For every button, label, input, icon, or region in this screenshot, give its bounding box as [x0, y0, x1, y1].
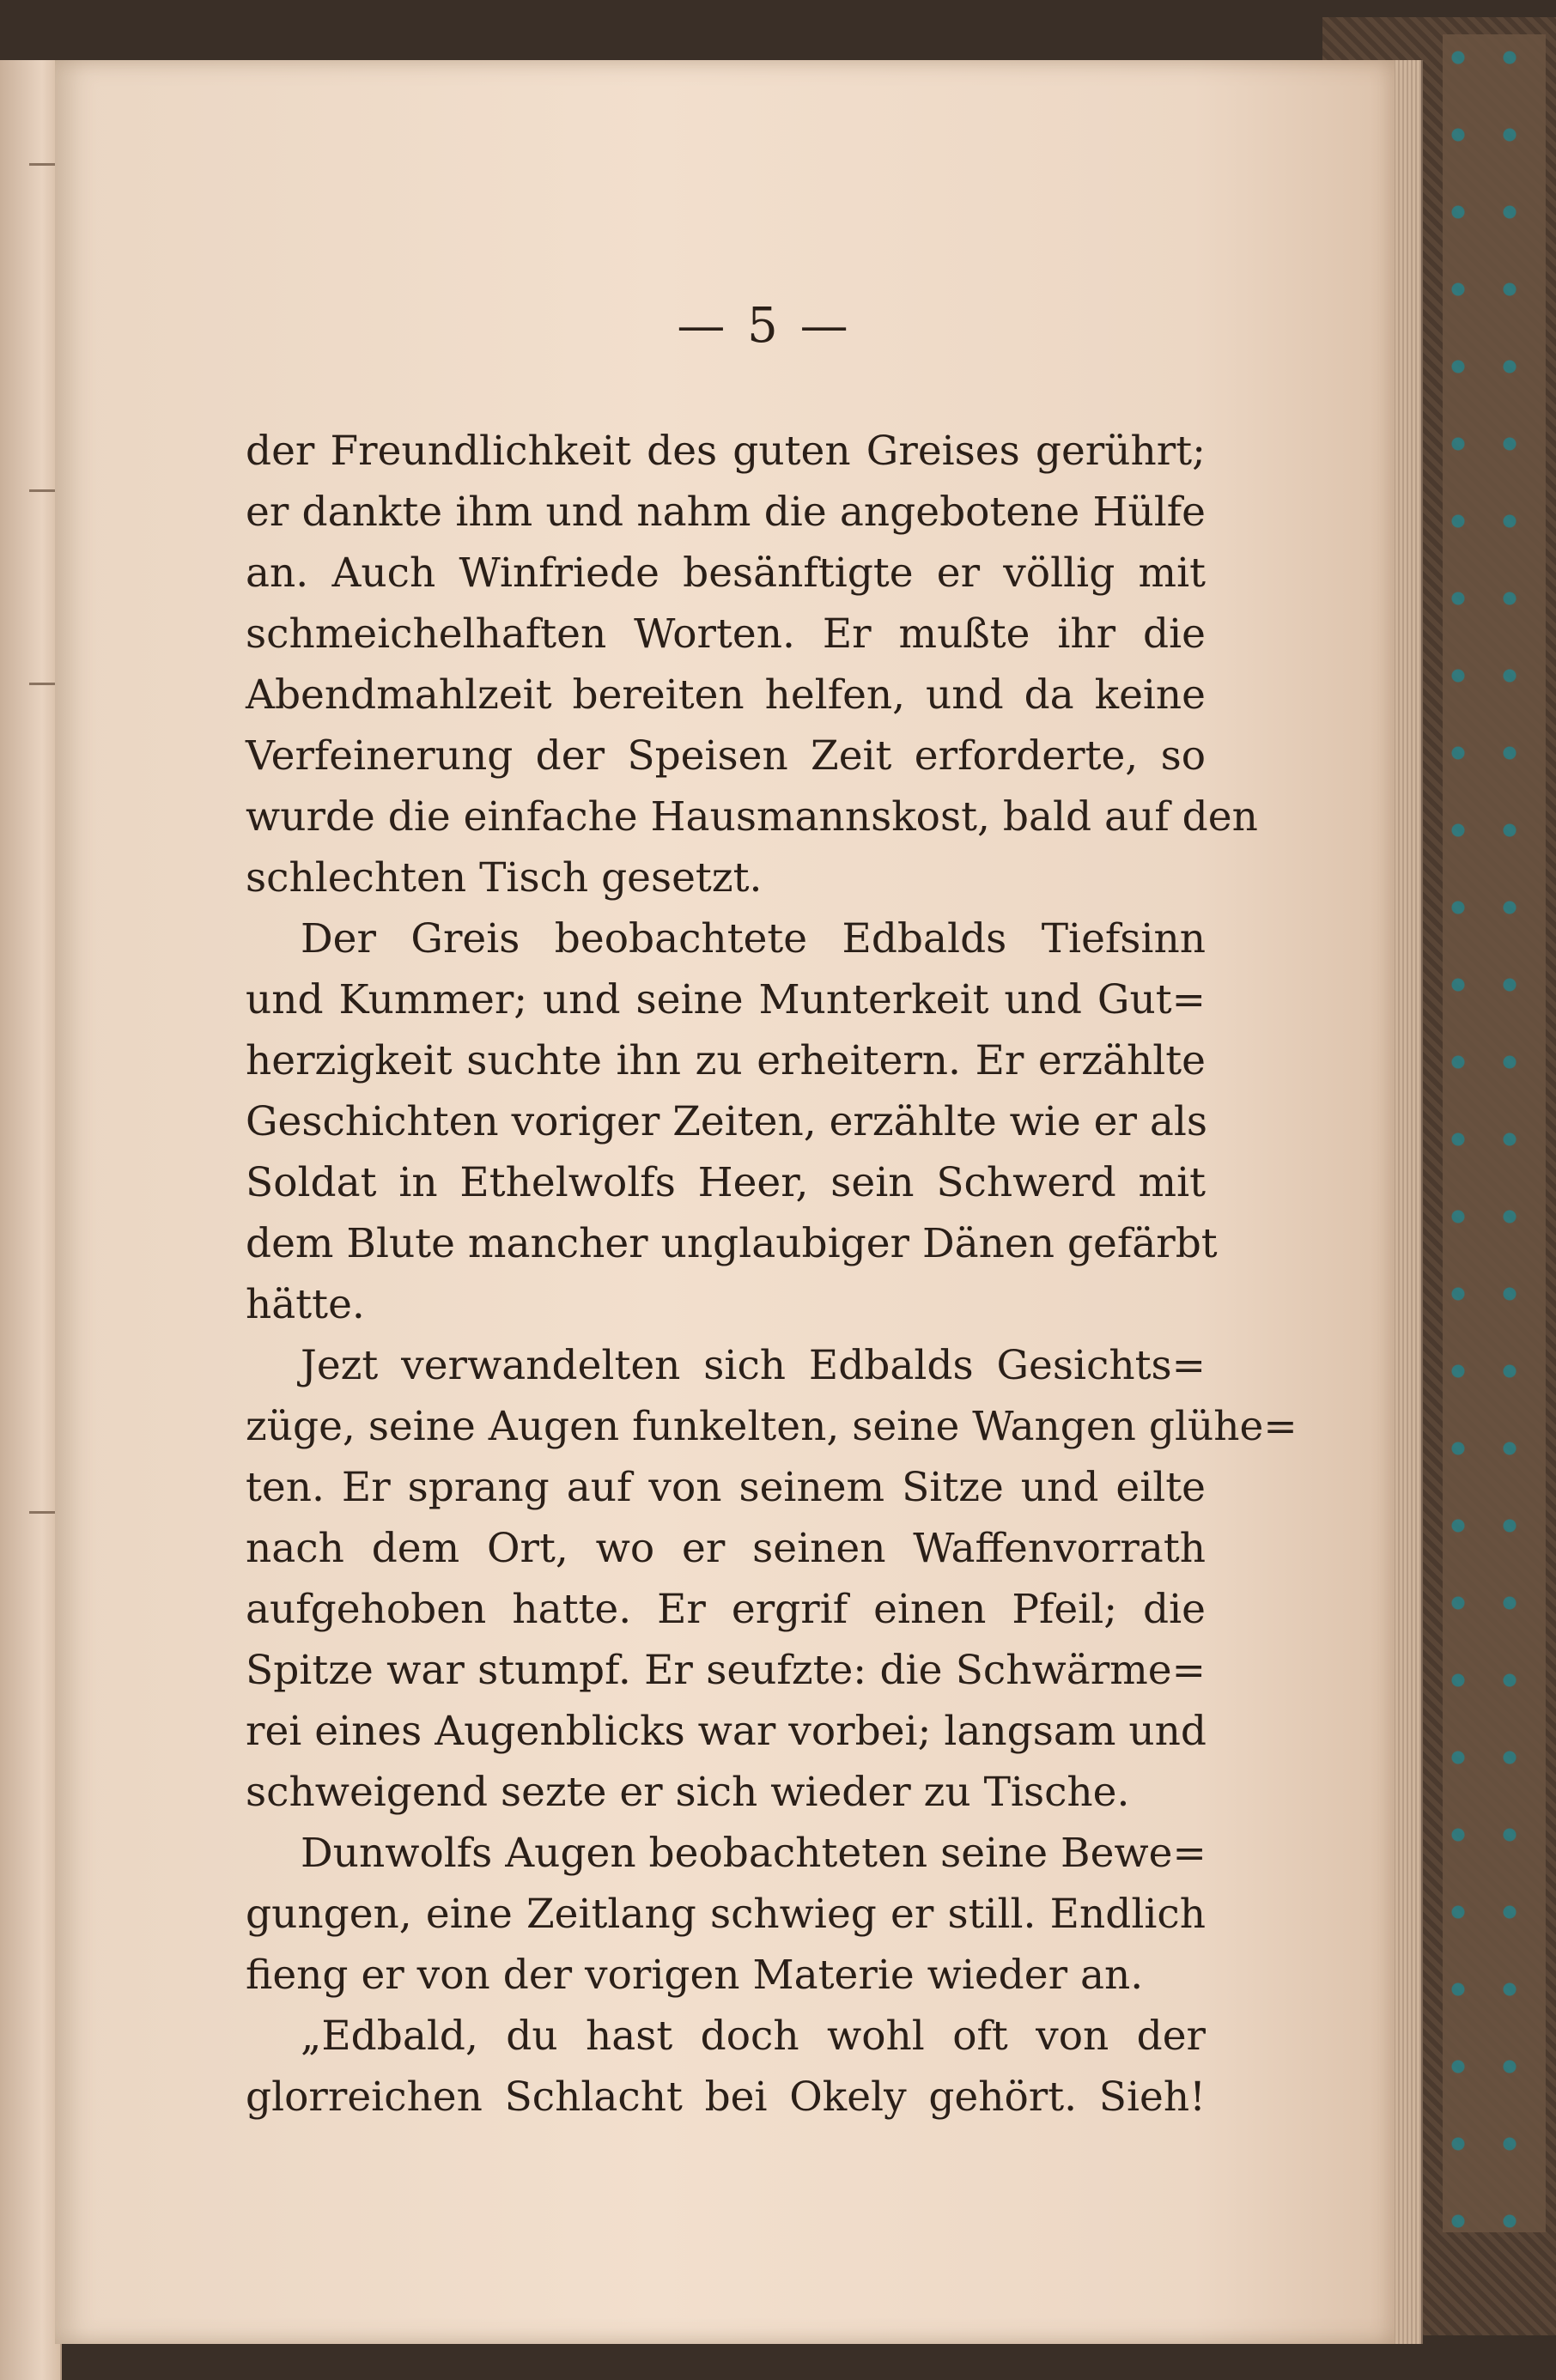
text-line: schweigend sezte er sich wieder zu Tische. — [246, 1769, 1130, 1816]
text-line: fieng er von der vorigen Materie wieder an. — [246, 1952, 1144, 1999]
text-line: schlechten Tisch gesetzt. — [246, 854, 763, 902]
text-line: der Freundlichkeit des guten Greises gerührt; — [246, 428, 1206, 475]
text-line: ten. Er sprang auf von seinem Sitze und eilte — [246, 1464, 1206, 1511]
text-line: dem Blute mancher unglaubiger Dänen gefärbt — [246, 1220, 1218, 1267]
text-line: wurde die einfache Hausmannskost, bald auf den — [246, 793, 1258, 841]
text-line: und Kummer; und seine Munterkeit und Gut= — [246, 976, 1206, 1023]
marbled-cover-pattern — [1443, 34, 1546, 2232]
text-line: nach dem Ort, wo er seinen Waffenvorrath — [246, 1525, 1206, 1572]
text-line: an. Auch Winfriede besänftigte er völlig mit — [246, 549, 1206, 597]
text-line: Der Greis beobachtete Edbalds Tiefsinn — [301, 915, 1206, 962]
text-line: hätte. — [246, 1281, 365, 1328]
text-line: rei eines Augenblicks war vorbei; langsam und — [246, 1708, 1207, 1755]
text-line: Verfeinerung der Speisen Zeit erforderte, so — [246, 732, 1206, 780]
text-line: züge, seine Augen funkelten, seine Wangen glühe= — [246, 1403, 1298, 1450]
text-line: Spitze war stumpf. Er seufzte: die Schwärme= — [246, 1647, 1206, 1694]
text-line: „Edbald, du hast doch wohl oft von der — [301, 2013, 1206, 2060]
text-line: aufgehoben hatte. Er ergrif einen Pfeil; die — [246, 1586, 1206, 1633]
page-number: — 5 — — [677, 298, 852, 354]
text-line: Soldat in Ethelwolfs Heer, sein Schwerd mit — [246, 1159, 1206, 1206]
text-line: Geschichten voriger Zeiten, erzählte wie er als — [246, 1098, 1208, 1145]
book-page — [55, 60, 1395, 2344]
text-line: Abendmahlzeit bereiten helfen, und da keine — [246, 671, 1206, 719]
facing-page-edge — [0, 60, 62, 2380]
text-line: herzigkeit suchte ihn zu erheitern. Er erzählte — [246, 1037, 1206, 1084]
text-line: Jezt verwandelten sich Edbalds Gesichts= — [301, 1342, 1206, 1389]
text-line: er dankte ihm und nahm die angebotene Hülfe — [246, 489, 1206, 536]
text-line: gungen, eine Zeitlang schwieg er still. Endlich — [246, 1891, 1206, 1938]
text-line: glorreichen Schlacht bei Okely gehört. Sieh! — [246, 2073, 1206, 2121]
page-text — [246, 421, 1298, 2128]
text-line: Dunwolfs Augen beobachteten seine Bewe= — [301, 1830, 1207, 1877]
text-line: schmeichelhaften Worten. Er mußte ihr die — [246, 610, 1206, 658]
